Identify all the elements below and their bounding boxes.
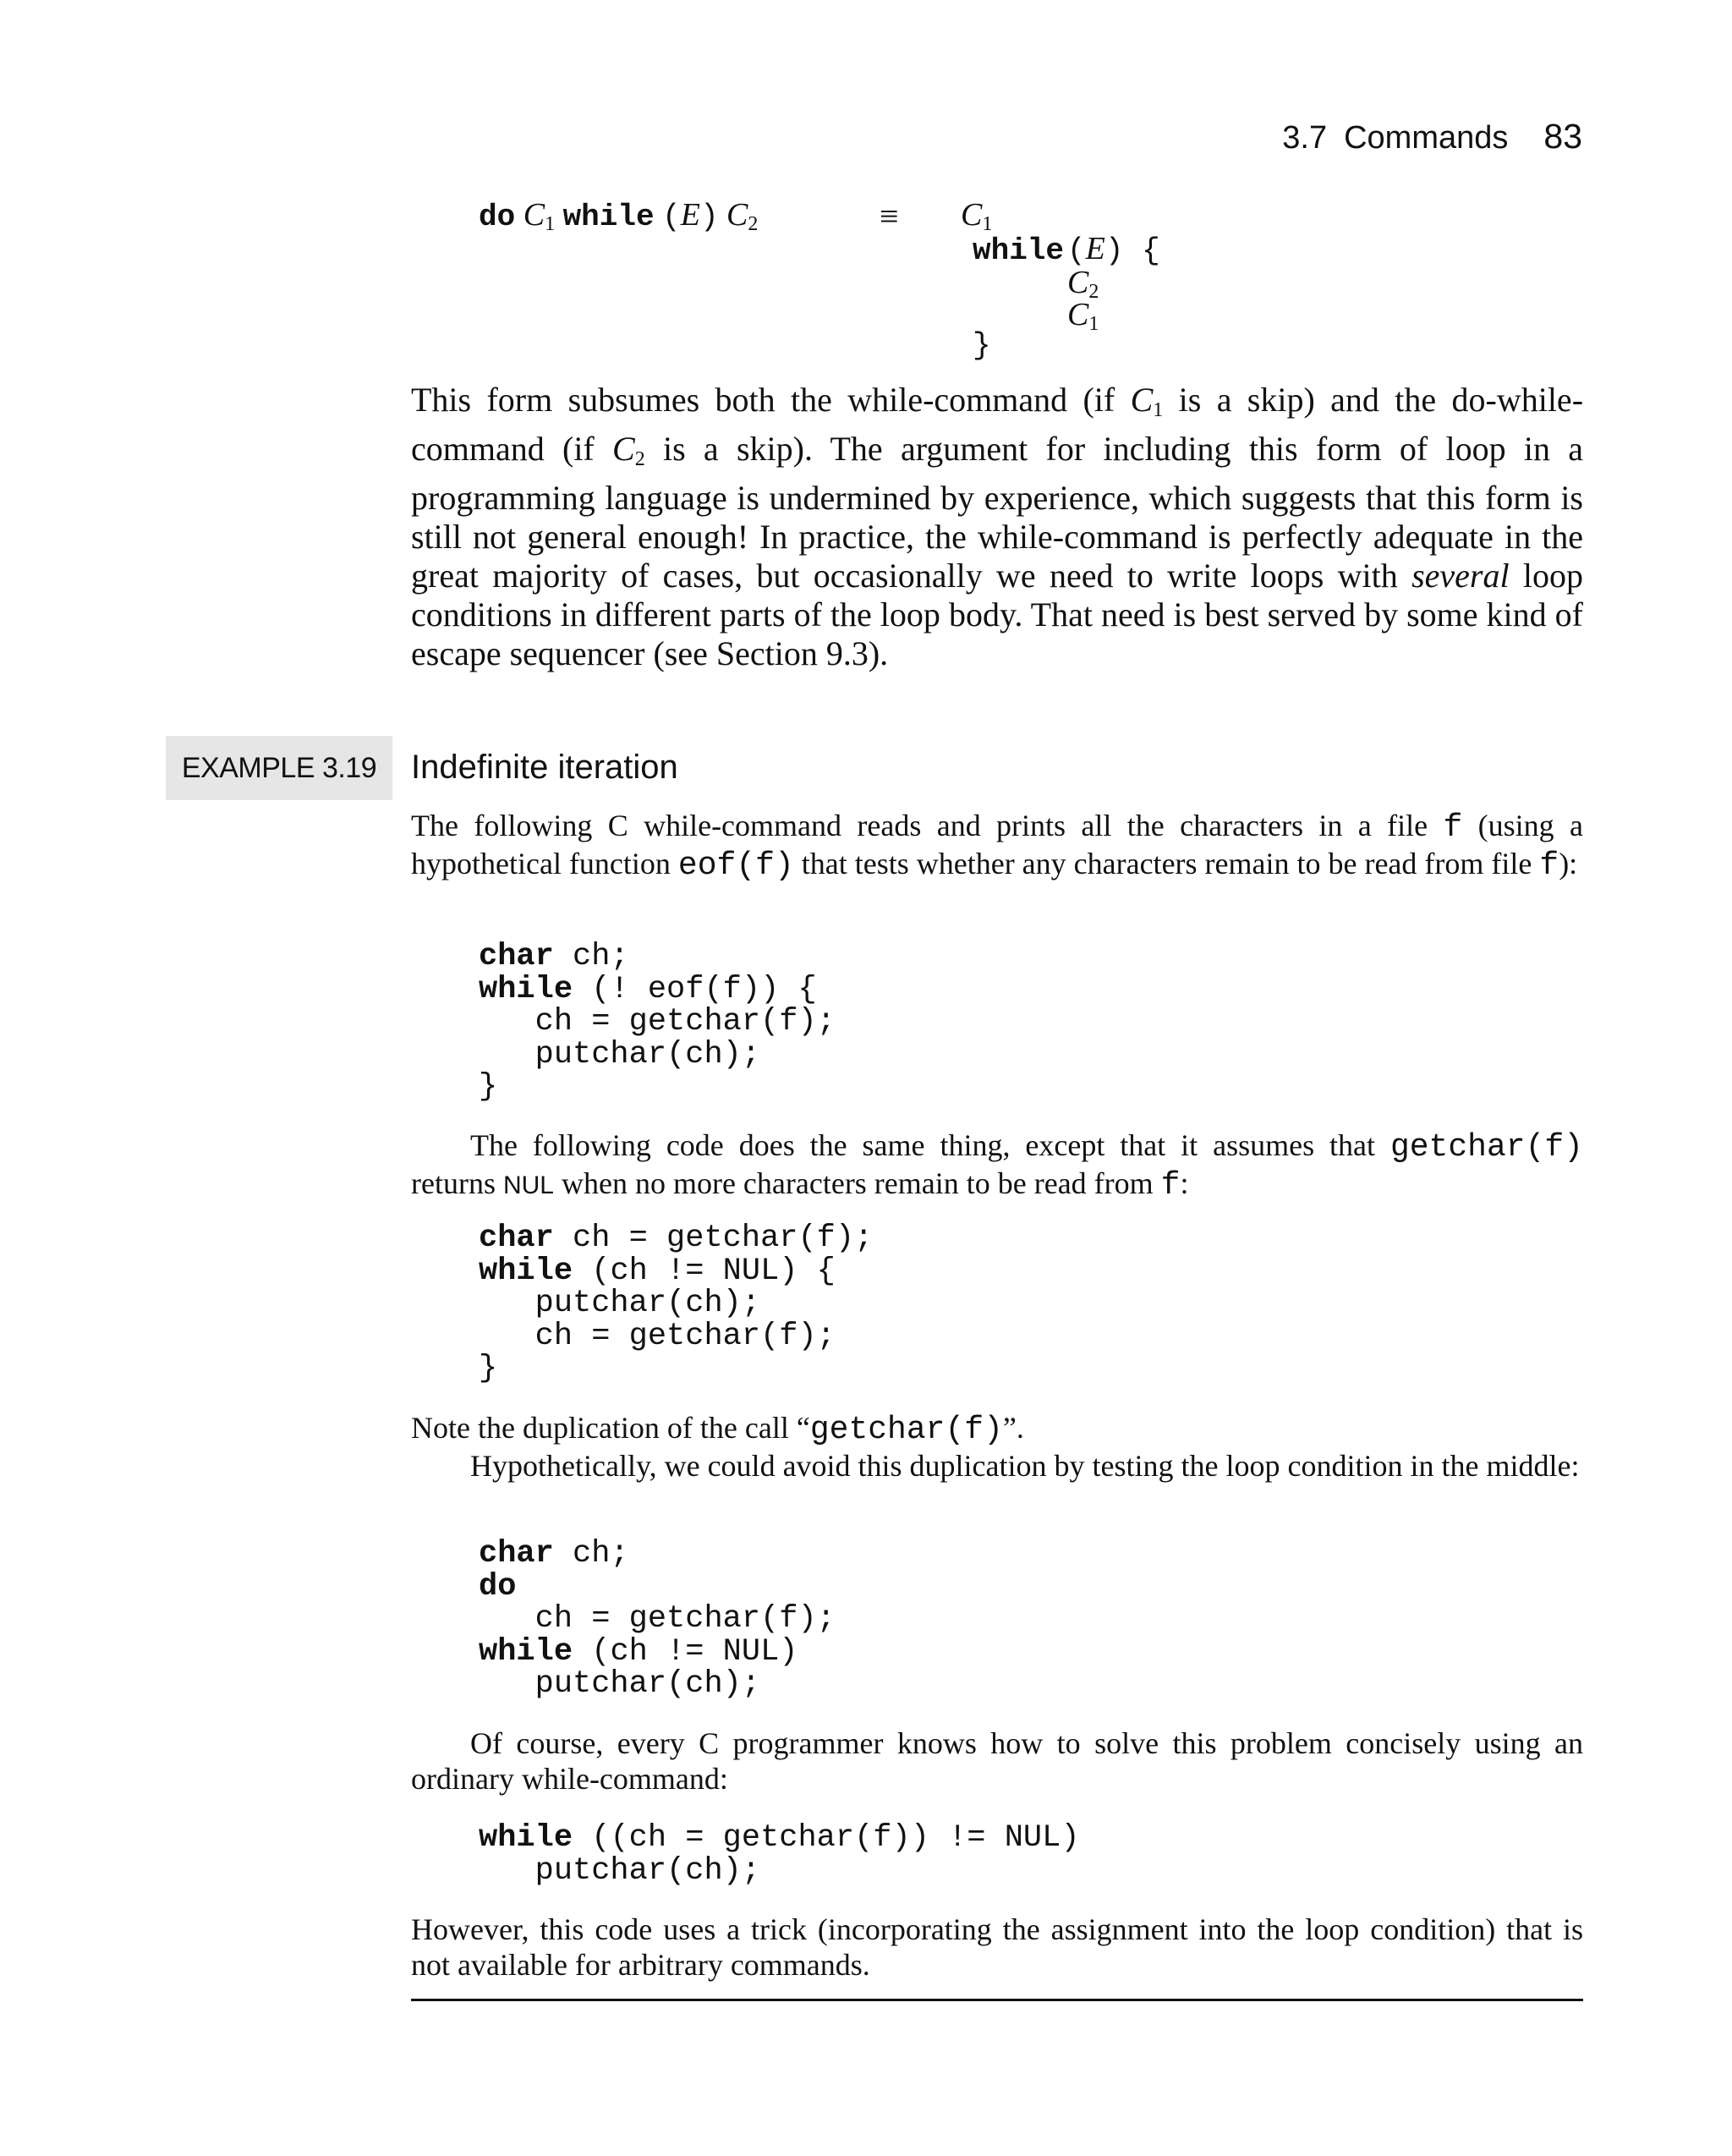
command-c1: $C_1$ xyxy=(523,197,556,235)
equivalence-symbol: ≡ xyxy=(880,197,899,235)
code-block-4: while ((ch = getchar(f)) != NUL) putchar(ch); xyxy=(479,1820,1080,1889)
example-paragraph-5: Of course, every C programmer knows how to solve this problem concisely using an ordinary while-command: xyxy=(411,1726,1583,1796)
page-number: 83 xyxy=(1543,117,1582,156)
keyword-while: while xyxy=(562,200,655,234)
equivalence-right-while: while (E) { xyxy=(973,231,1160,268)
equivalence-left: do $C_1$ while (E) $C_2$ xyxy=(479,197,759,235)
example-paragraph-1: The following C while-command reads and prints all the characters in a file f (using a hypothetical function eof(f) that tests whether any characters remain to be read from file f): xyxy=(411,809,1584,884)
example-title: Indefinite iteration xyxy=(411,749,678,786)
example-paragraph-2: The following code does the same thing, except that it assumes that getchar(f) returns NUL when no more characters remain to be read from f: xyxy=(411,1128,1583,1204)
command-c2: $C_2$ xyxy=(726,197,759,235)
code-block-3: char ch; do ch = getchar(f); while (ch != NUL) putchar(ch); xyxy=(479,1536,836,1702)
intro-paragraph: This form subsumes both the while-command (if $C_1$ is a skip) and the do-while-command (if $C_2$ is a skip). The argument for including this form of loop in a programming language is undermined by experience, which suggests that this form is still not general enough! In practice, the while-command is perfectly adequate in the great majority of cases, but occasionally we need to write loops with several loop conditions in different parts of the loop body. That need is best served by some kind of escape sequencer (see Section 9.3). xyxy=(411,381,1584,672)
equivalence-right-c1b: $C_1$ xyxy=(1067,297,1099,335)
code-block-2: char ch = getchar(f); while (ch != NUL) { putchar(ch); ch = getchar(f); } xyxy=(479,1221,874,1386)
section-number: 3.7 xyxy=(1282,120,1328,156)
running-header xyxy=(1282,117,1582,156)
expression-e: E xyxy=(680,197,700,233)
example-end-rule xyxy=(411,1999,1583,2001)
equivalence-right-c1: $C_1$ xyxy=(961,197,993,235)
example-paragraph-4: Hypothetically, we could avoid this duplication by testing the loop condition in the middle: xyxy=(470,1449,1580,1483)
example-paragraph-3: Note the duplication of the call “getchar(f)”. Hypothetically, we could avoid this duplication by testing the loop condition in the middle: xyxy=(411,1410,1583,1484)
example-label: EXAMPLE 3.19 xyxy=(166,736,392,800)
section-title: Commands xyxy=(1344,120,1509,156)
equivalence-right-close-brace: } xyxy=(973,328,991,363)
code-block-1: char ch; while (! eof(f)) { ch = getchar(f); putchar(ch); } xyxy=(479,939,836,1105)
equivalence-right-c2: $C_2$ xyxy=(1067,265,1099,303)
example-paragraph-6: However, this code uses a trick (incorporating the assignment into the loop condition) that is not available for arbitrary commands. xyxy=(411,1912,1583,1982)
keyword-do: do xyxy=(479,200,516,234)
